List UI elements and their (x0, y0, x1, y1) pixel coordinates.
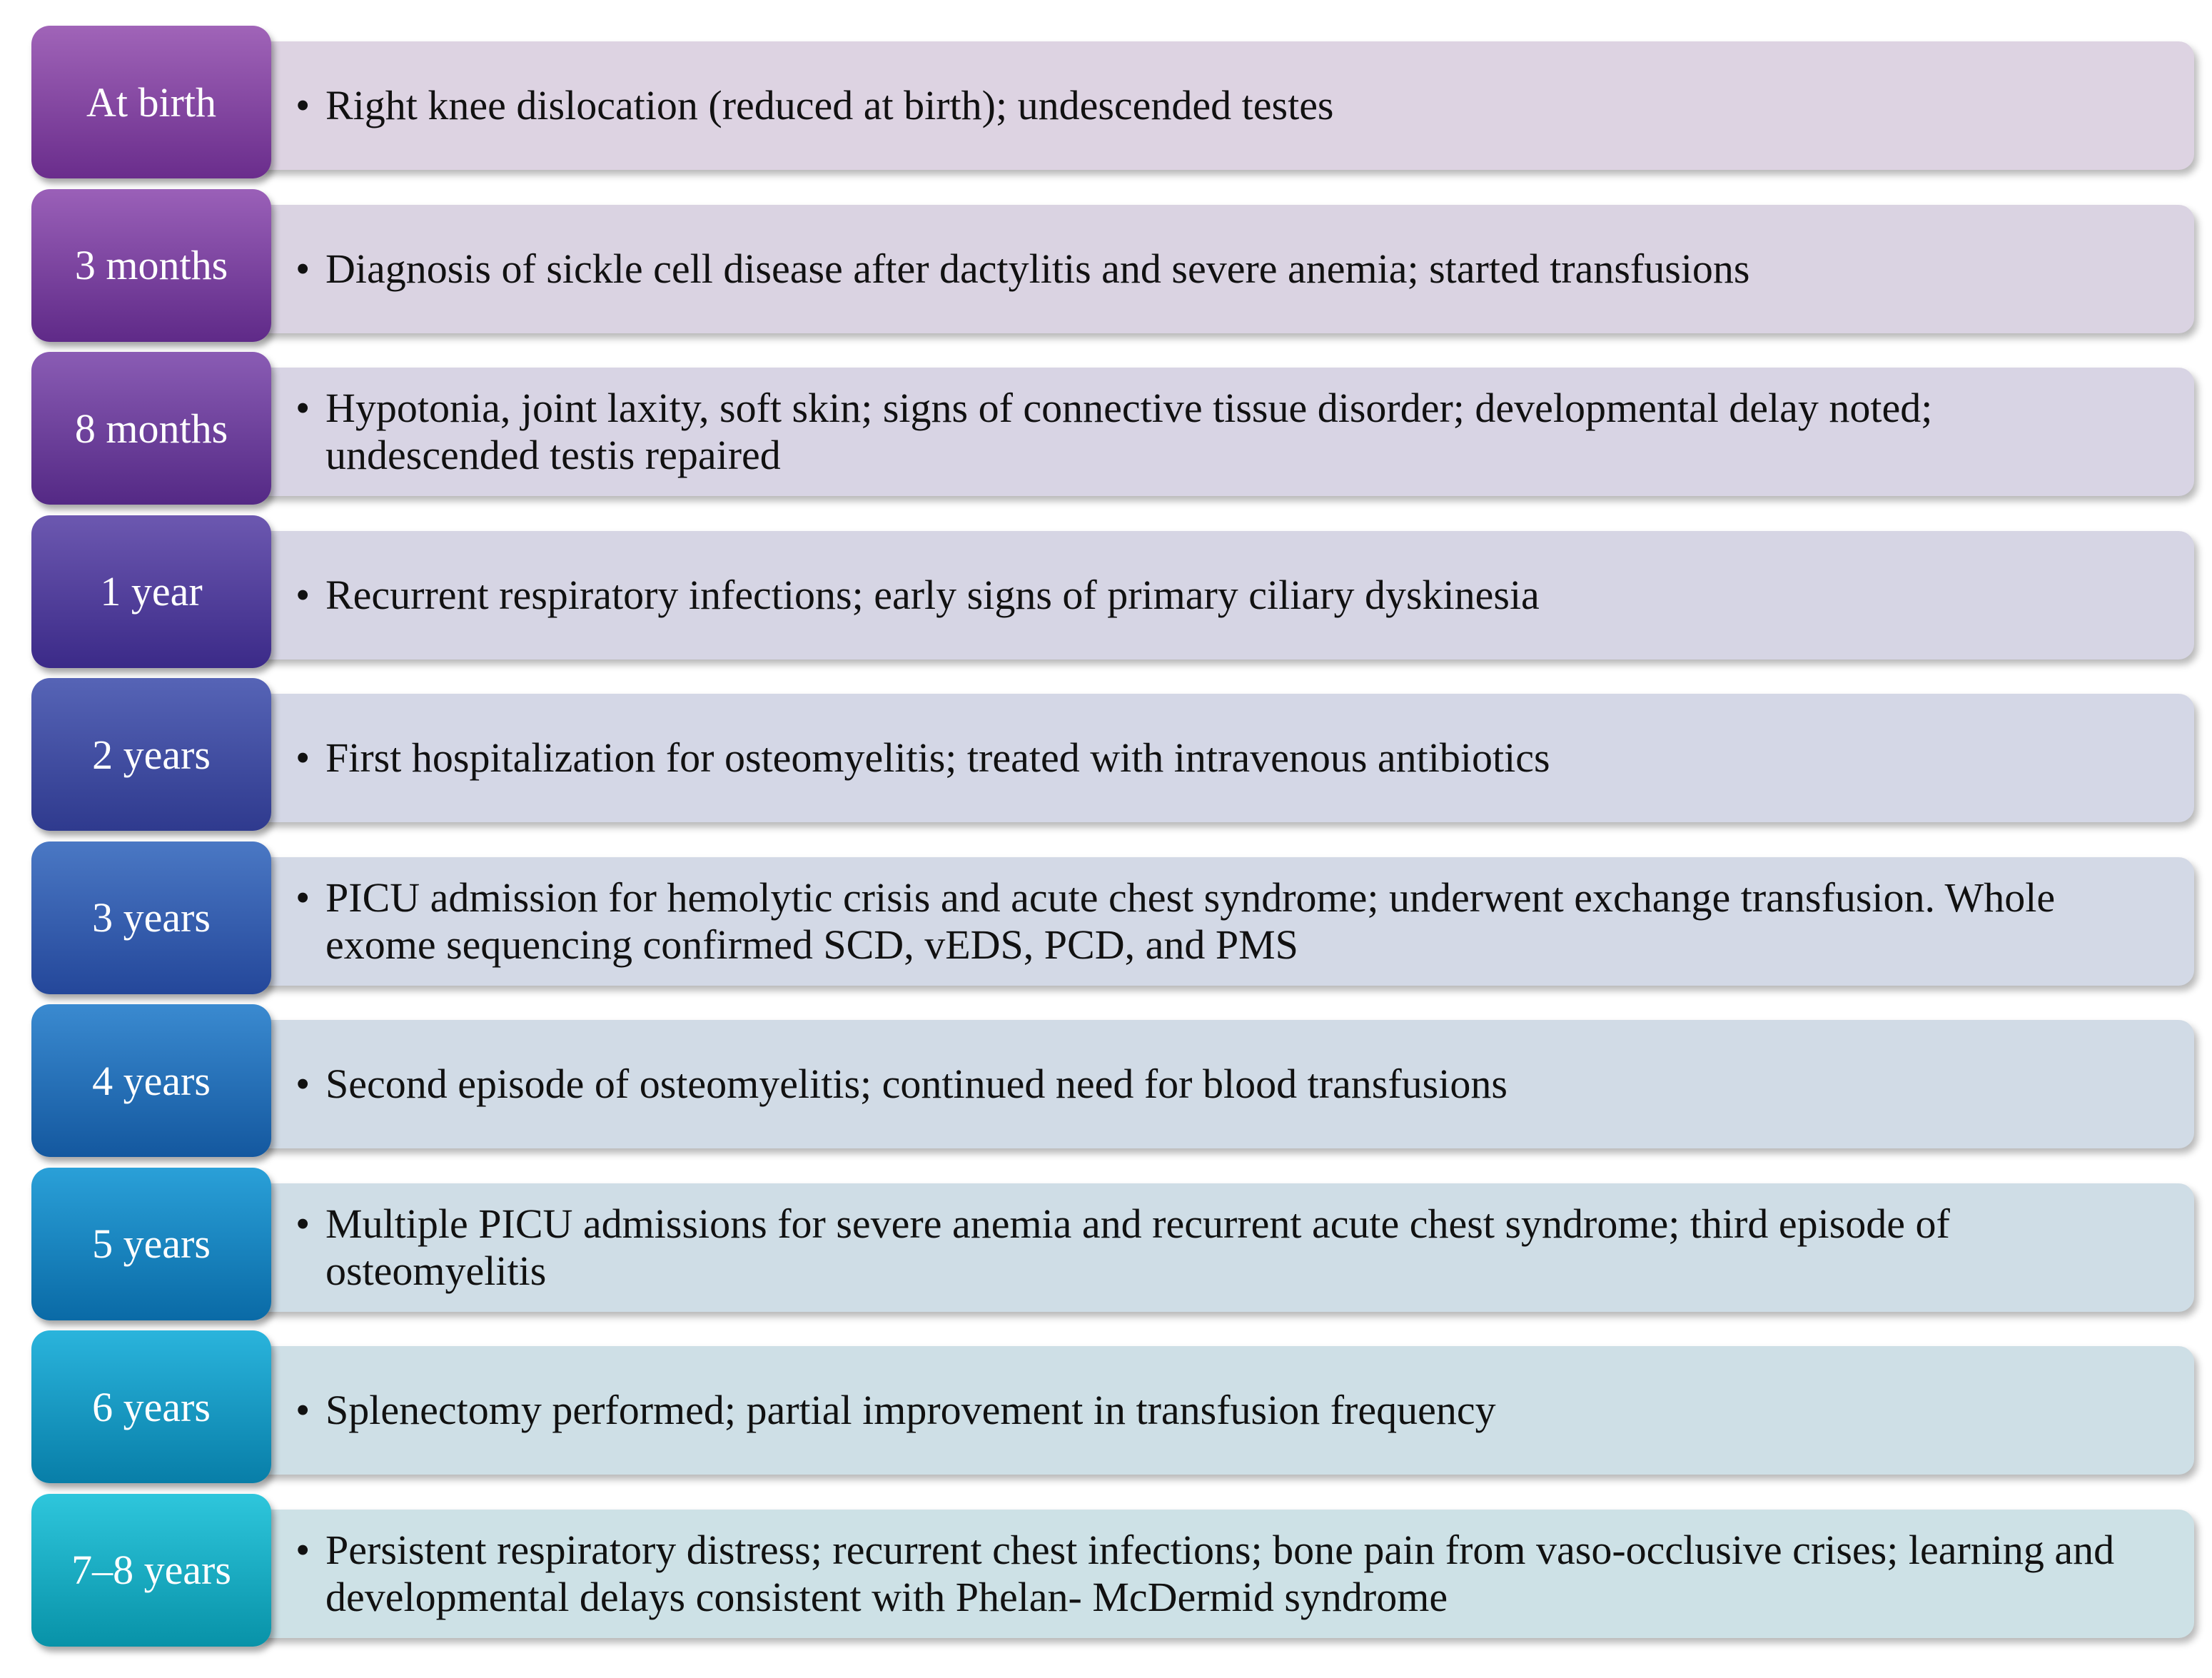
timeline-row (31, 1168, 2194, 1331)
event-text: Multiple PICU admissions for severe anemia and recurrent acute chest syndrome; third episode of osteomyelitis (325, 1200, 1950, 1294)
bullet-icon: • (296, 1526, 310, 1573)
event-content (296, 572, 1540, 619)
timeline-row (31, 515, 2194, 679)
event-box (253, 857, 2194, 986)
age-label: 1 year (31, 515, 271, 668)
event-content (296, 1201, 2144, 1295)
event-content (296, 385, 2144, 479)
event-content (296, 874, 2144, 969)
age-label: 8 months (31, 352, 271, 505)
event-box (253, 1183, 2194, 1312)
event-box (253, 1510, 2194, 1638)
age-label: 7–8 years (31, 1494, 271, 1647)
event-text: Splenectomy performed; partial improvement in transfusion frequency (325, 1387, 1496, 1433)
bullet-icon: • (296, 1387, 310, 1433)
event-box (253, 41, 2194, 170)
event-text: Persistent respiratory distress; recurrent chest infections; bone pain from vaso-occlusive crises; learning and developmental delays consistent with Phelan- McDermid syndrome (325, 1526, 2115, 1620)
event-box (253, 531, 2194, 659)
age-label: 5 years (31, 1168, 271, 1320)
bullet-icon: • (296, 1061, 310, 1107)
age-label: 6 years (31, 1330, 271, 1483)
timeline-row (31, 26, 2194, 189)
event-text: Second episode of osteomyelitis; continued need for blood transfusions (325, 1061, 1508, 1107)
event-box (253, 368, 2194, 496)
timeline-row (31, 1494, 2194, 1657)
age-label: At birth (31, 26, 271, 178)
age-label: 3 years (31, 841, 271, 994)
age-label: 3 months (31, 189, 271, 342)
age-label: 4 years (31, 1004, 271, 1157)
timeline-row (31, 841, 2194, 1005)
timeline (31, 26, 2194, 1657)
event-text: Hypotonia, joint laxity, soft skin; signs of connective tissue disorder; developmental delay noted; undescended testis repaired (325, 385, 1933, 478)
event-content (296, 1061, 1508, 1108)
event-content (296, 734, 1550, 782)
bullet-icon: • (296, 734, 310, 781)
event-text: Recurrent respiratory infections; early signs of primary ciliary dyskinesia (325, 571, 1540, 618)
event-content (296, 246, 1750, 293)
timeline-row (31, 352, 2194, 515)
bullet-icon: • (296, 874, 310, 921)
event-text: First hospitalization for osteomyelitis; treated with intravenous antibiotics (325, 734, 1550, 781)
event-box (253, 694, 2194, 822)
event-box (253, 1020, 2194, 1148)
event-box (253, 205, 2194, 333)
bullet-icon: • (296, 82, 310, 128)
event-content (296, 1387, 1496, 1434)
bullet-icon: • (296, 571, 310, 618)
bullet-icon: • (296, 1200, 310, 1247)
event-text: PICU admission for hemolytic crisis and acute chest syndrome; underwent exchange transfusion. Whole exome sequencing confirmed SCD, vEDS, PCD, and PMS (325, 874, 2056, 968)
timeline-row (31, 678, 2194, 841)
event-box (253, 1346, 2194, 1475)
timeline-row (31, 189, 2194, 353)
timeline-row (31, 1330, 2194, 1494)
event-text: Diagnosis of sickle cell disease after dactylitis and severe anemia; started transfusions (325, 245, 1750, 292)
event-content (296, 82, 1334, 129)
event-content (296, 1527, 2144, 1621)
event-text: Right knee dislocation (reduced at birth); undescended testes (325, 82, 1334, 128)
bullet-icon: • (296, 385, 310, 431)
bullet-icon: • (296, 245, 310, 292)
timeline-row (31, 1004, 2194, 1168)
age-label: 2 years (31, 678, 271, 831)
